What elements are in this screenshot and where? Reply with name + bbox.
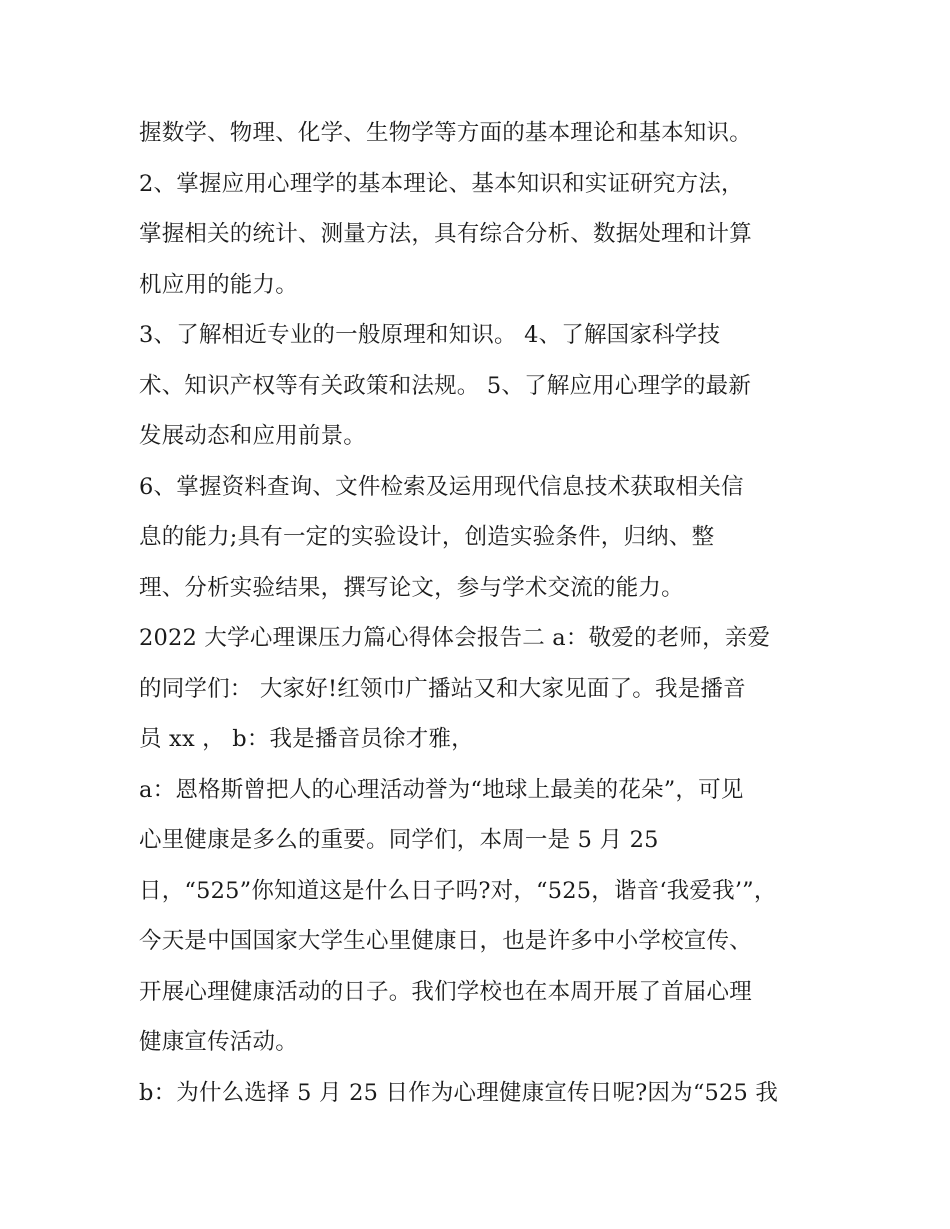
text-line: 健康宣传活动。 [139, 1029, 298, 1055]
text-line: 开展心理健康活动的日子。我们学校也在本周开展了首届心理 [139, 978, 752, 1005]
text-line: 握数学、物理、化学、生物学等方面的基本理论和基本知识。 [139, 120, 752, 146]
text-line: a：恩格斯曾把人的心理活动誉为“地球上最美的花朵”，可见 [139, 776, 744, 803]
text-line: b：为什么选择 5 月 25 日作为心理健康宣传日呢?因为“525 我 [139, 1079, 779, 1106]
text-line: 发展动态和应用前景。 [139, 423, 367, 449]
text-line: 6、掌握资料查询、文件检索及运用现代信息技术获取相关信 [139, 473, 744, 500]
text-line: 机应用的能力。 [139, 271, 298, 298]
text-line: 掌握相关的统计、测量方法，具有综合分析、数据处理和计算 [139, 221, 752, 247]
text-line: 的同学们： 大家好!红领巾广播站又和大家见面了。我是播音 [139, 675, 746, 702]
text-line: 术、知识产权等有关政策和法规。 5、了解应用心理学的最新 [139, 372, 752, 399]
text-line: 2022 大学心理课压力篇心得体会报告二 a：敬爱的老师，亲爱 [139, 625, 771, 651]
text-line: 日，“525”你知道这是什么日子吗?对，“525，谐音‘我爱我’”， [139, 877, 777, 904]
text-line: 心里健康是多么的重要。同学们，本周一是 5 月 25 [139, 827, 659, 853]
text-line: 今天是中国国家大学生心里健康日，也是许多中小学校宣传、 [139, 928, 752, 954]
text-line: 3、了解相近专业的一般原理和知识。 4、了解国家科学技 [139, 322, 721, 348]
text-line: 息的能力;具有一定的实验设计，创造实验条件，归纳、整 [139, 524, 715, 550]
text-line: 理、分析实验结果，撰写论文，参与学术交流的能力。 [139, 574, 684, 601]
document-body [139, 108, 839, 1118]
text-line: 2、掌握应用心理学的基本理论、基本知识和实证研究方法， [139, 170, 744, 197]
text-line: 员 xx ， b：我是播音员徐才雅， [139, 726, 474, 752]
